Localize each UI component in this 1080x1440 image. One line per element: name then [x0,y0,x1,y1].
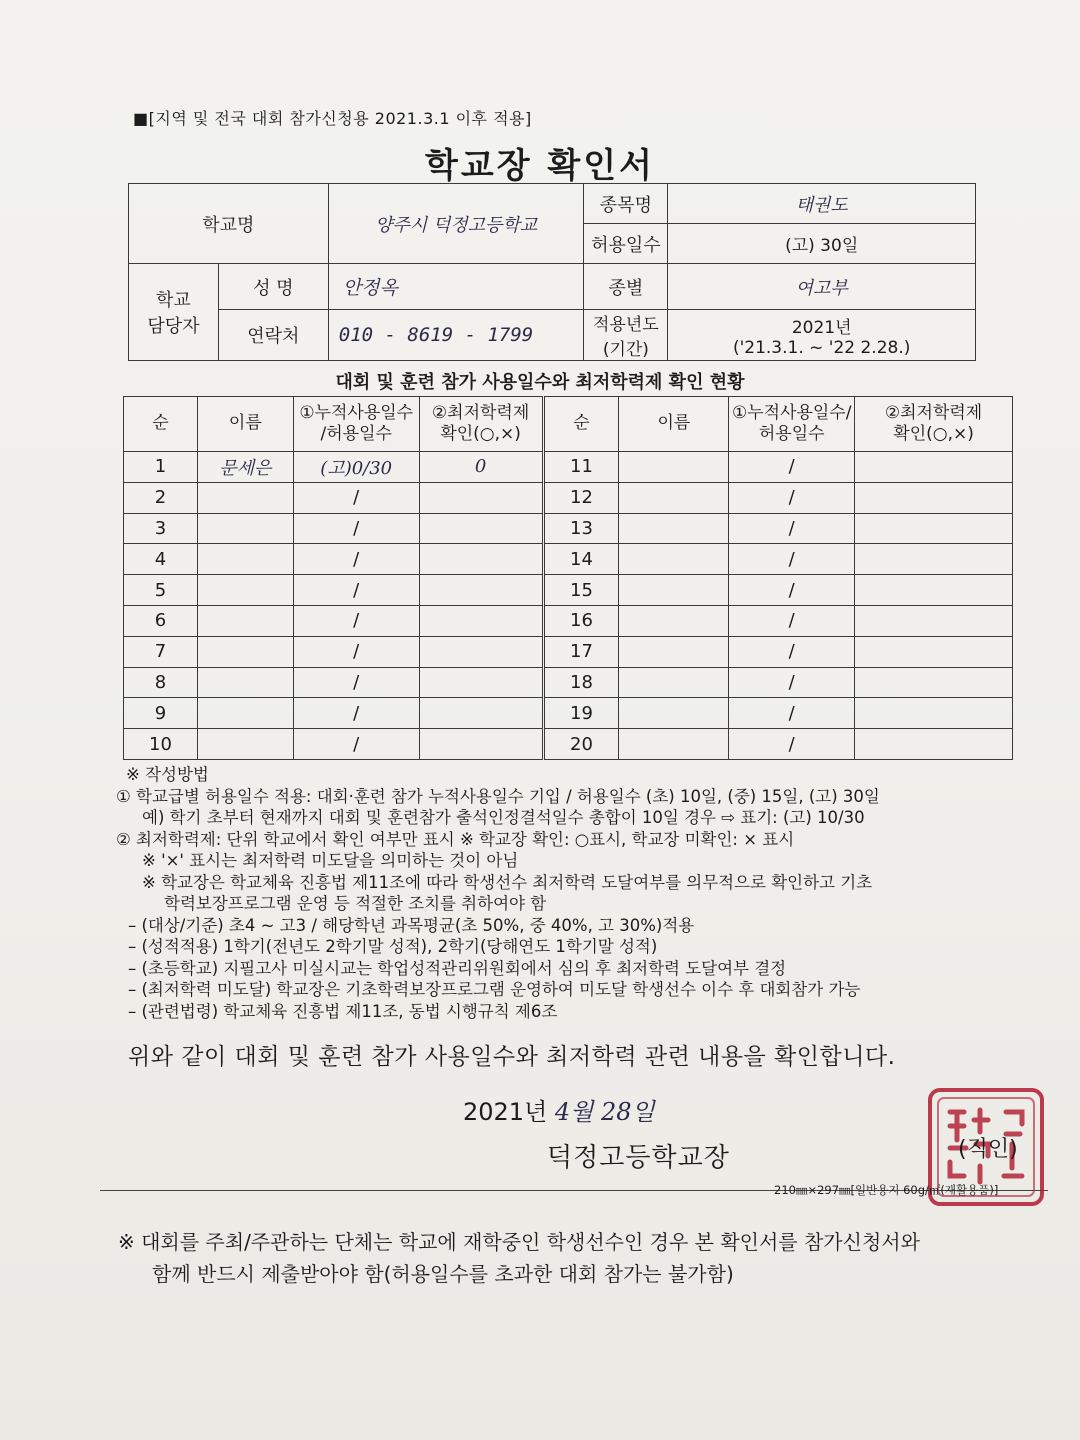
header-days-right-line1: ①누적사용일수/ [731,402,852,423]
row-no: 10 [124,729,198,760]
row-days-right: / [729,452,855,483]
footer-note [118,1226,920,1290]
instruction-line: ※ '×' 표시는 최저학력 미도달을 의미하는 것이 아님 [142,851,519,870]
row-check [419,575,543,606]
instruction-line: 예) 학기 초부터 현재까지 대회 및 훈련참가 출석인정결석일수 총합이 10일 경우 ⇨ 표기: (고) 10/30 [142,808,865,827]
year-label-line1: 적용년도 [593,315,659,335]
manager-label-line1: 학교 [156,290,191,311]
row-check [419,636,543,667]
instruction-line: – (대상/기준) 초4 ~ 고3 / 해당학년 과목평균(초 50%, 중 40%, 고 30%)적용 [128,915,695,935]
row-no: 4 [124,544,198,575]
row-name [197,544,293,575]
table-row [124,729,1013,760]
row-name [197,698,293,729]
row-no: 7 [124,636,198,667]
row-no: 5 [124,575,198,606]
instruction-line: ② 최저학력제: 단위 학교에서 확인 여부만 표시 ※ 학교장 확인: ○표시, 학교장 미확인: × 표시 [116,829,795,849]
row-days: / [293,605,419,636]
header-days-line1: ①누적사용일수 [299,402,414,423]
principal-name: 덕정고등학교장 [547,1143,730,1173]
footer-line: ※ 대회를 주최/주관하는 단체는 학교에 재학중인 학생선수인 경우 본 확인서를 참가신청서와 [118,1230,920,1254]
row-days: / [293,729,419,760]
row-days-right: / [729,482,855,513]
row-days-right: / [729,636,855,667]
signature-date [463,1092,655,1127]
row-check-right [855,482,1013,513]
row-no-right: 19 [543,698,619,729]
roster-header-row [124,397,1013,452]
school-name-label: 학교명 [129,184,329,264]
row-check [419,729,543,760]
row-name-right [619,452,729,483]
manager-label-line2: 담당자 [147,316,200,337]
row-no-right: 16 [543,605,619,636]
row-days-right: / [729,575,855,606]
instruction-line: 학력보장프로그램 운영 등 적절한 조치를 취하여야 함 [164,894,547,913]
row-days-right: / [729,667,855,698]
row-name-right [619,544,729,575]
seal-label: (직인) [958,1137,1018,1162]
contact-value: 010 - 8619 - 1799 [328,310,584,361]
roster-body [124,452,1013,760]
header-check-line2: 확인(○,×) [440,424,521,444]
header-days-line2: /허용일수 [320,424,392,444]
year-label-line2: (기간) [602,340,649,360]
row-days: / [293,482,419,513]
table-row [124,575,1013,606]
row-name-right [619,729,729,760]
table-row [124,636,1013,667]
instruction-line: – (초등학교) 지필고사 미실시교는 학업성적관리위원회에서 심의 후 최저학력 도달여부 결정 [128,958,787,978]
school-name-value: 양주시 덕정고등학교 [328,184,584,264]
year-label [584,310,668,361]
row-name-right [619,513,729,544]
row-name [197,636,293,667]
row-name-right [619,636,729,667]
row-no-right: 12 [543,482,619,513]
instruction-line: ※ 학교장은 학교체육 진흥법 제11조에 따라 학생선수 최저학력 도달여부를 의무적으로 확인하고 기초 [142,872,873,892]
table-row [124,667,1013,698]
table-row [124,482,1013,513]
table-row [124,698,1013,729]
row-check: 0 [419,452,543,483]
row-days-right: / [729,544,855,575]
document-title: 학교장 확인서 [425,146,655,186]
row-days: / [293,513,419,544]
header-days-right [729,397,855,452]
row-no-right: 11 [543,452,619,483]
row-days: (고)0/30 [293,452,419,483]
date-year: 2021년 [463,1098,548,1126]
year-value [668,310,976,361]
row-name-right [619,482,729,513]
row-no-right: 15 [543,575,619,606]
row-check-right [855,729,1013,760]
row-no-right: 20 [543,729,619,760]
header-days-right-line2: 허용일수 [758,424,825,444]
row-name [197,513,293,544]
header-days [293,397,419,452]
form-applicability-note: ■[지역 및 전국 대회 참가신청용 2021.3.1 이후 적용] [133,109,532,128]
row-name-right [619,575,729,606]
instructions-heading: ※ 작성방법 [126,765,209,784]
header-no-right: 순 [543,397,619,452]
period-value: ('21.3.1. ~ '22 2.28.) [732,337,911,358]
footer-line: 함께 반드시 제출받아야 함(허용일수를 초과한 대회 참가는 불가함) [152,1262,734,1286]
row-name [197,605,293,636]
table-row [124,605,1013,636]
row-check-right [855,575,1013,606]
row-name-right [619,698,729,729]
roster-table [123,396,1013,760]
date-day: 28일 [601,1098,655,1126]
row-check-right [855,544,1013,575]
row-no-right: 17 [543,636,619,667]
row-no-right: 14 [543,544,619,575]
confirmation-statement: 위와 같이 대회 및 훈련 참가 사용일수와 최저학력 관련 내용을 확인합니다. [128,1044,896,1070]
instruction-line: – (성적적용) 1학기(전년도 2학기말 성적), 2학기(당해연도 1학기말 성적) [128,937,658,956]
allowed-days-label: 허용일수 [584,224,668,264]
instruction-line: ① 학교급별 허용일수 적용: 대회·훈련 참가 누적사용일수 기입 / 허용일수 (초) 10일, (중) 15일, (고) 30일 [116,786,880,806]
school-info-table [128,183,976,361]
row-name [197,729,293,760]
row-no: 2 [124,482,198,513]
row-check-right [855,698,1013,729]
row-check [419,698,543,729]
header-check-right-line1: ②최저학력제 [884,402,983,423]
row-days-right: / [729,513,855,544]
row-days-right: / [729,698,855,729]
date-month: 4월 [554,1098,594,1126]
row-check [419,482,543,513]
row-name [197,482,293,513]
paper-spec: 210㎜×297㎜[일반용지 60g/㎡(재활용품)] [774,1183,999,1197]
sport-value: 태권도 [668,184,976,224]
row-check-right [855,605,1013,636]
row-name [197,575,293,606]
row-no: 6 [124,605,198,636]
row-days-right: / [729,605,855,636]
year-value-line1: 2021년 [791,317,852,338]
manager-name-label: 성 명 [218,264,328,310]
row-check-right [855,636,1013,667]
header-check [419,397,543,452]
header-check-line1: ②최저학력제 [431,402,530,423]
row-check-right [855,513,1013,544]
row-no-right: 18 [543,667,619,698]
header-check-right-line2: 확인(○,×) [893,424,974,444]
row-no: 8 [124,667,198,698]
row-check [419,605,543,636]
row-days: / [293,667,419,698]
header-name-right: 이름 [619,397,729,452]
header-no: 순 [124,397,198,452]
table-row [124,452,1013,483]
row-name-right [619,667,729,698]
manager-label [129,264,219,361]
row-check [419,667,543,698]
row-no: 1 [124,452,198,483]
instruction-line: – (관련법령) 학교체육 진흥법 제11조, 동법 시행규칙 제6조 [128,1001,558,1021]
row-days: / [293,544,419,575]
row-no: 9 [124,698,198,729]
row-name-right [619,605,729,636]
instruction-line: – (최저학력 미도달) 학교장은 기초학력보장프로그램 운영하여 미도달 학생선수 이수 후 대회참가 가능 [128,980,861,999]
row-check [419,544,543,575]
row-days: / [293,636,419,667]
table-row [124,544,1013,575]
row-no-right: 13 [543,513,619,544]
contact-label: 연락처 [218,310,328,361]
manager-name-value: 안정옥 [328,264,584,310]
row-check-right [855,667,1013,698]
row-check [419,513,543,544]
header-check-right [855,397,1013,452]
row-no: 3 [124,513,198,544]
sport-label: 종목명 [584,184,668,224]
row-name [197,667,293,698]
table-row [124,513,1013,544]
row-days-right: / [729,729,855,760]
row-days: / [293,575,419,606]
instructions [116,764,1026,1022]
division-value: 여고부 [668,264,976,310]
allowed-days-value: (고) 30일 [668,224,976,264]
header-name: 이름 [197,397,293,452]
row-days: / [293,698,419,729]
row-check-right [855,452,1013,483]
row-name: 문세은 [197,452,293,483]
roster-subtitle: 대회 및 훈련 참가 사용일수와 최저학력제 확인 현황 [335,372,745,393]
division-label: 종별 [584,264,668,310]
